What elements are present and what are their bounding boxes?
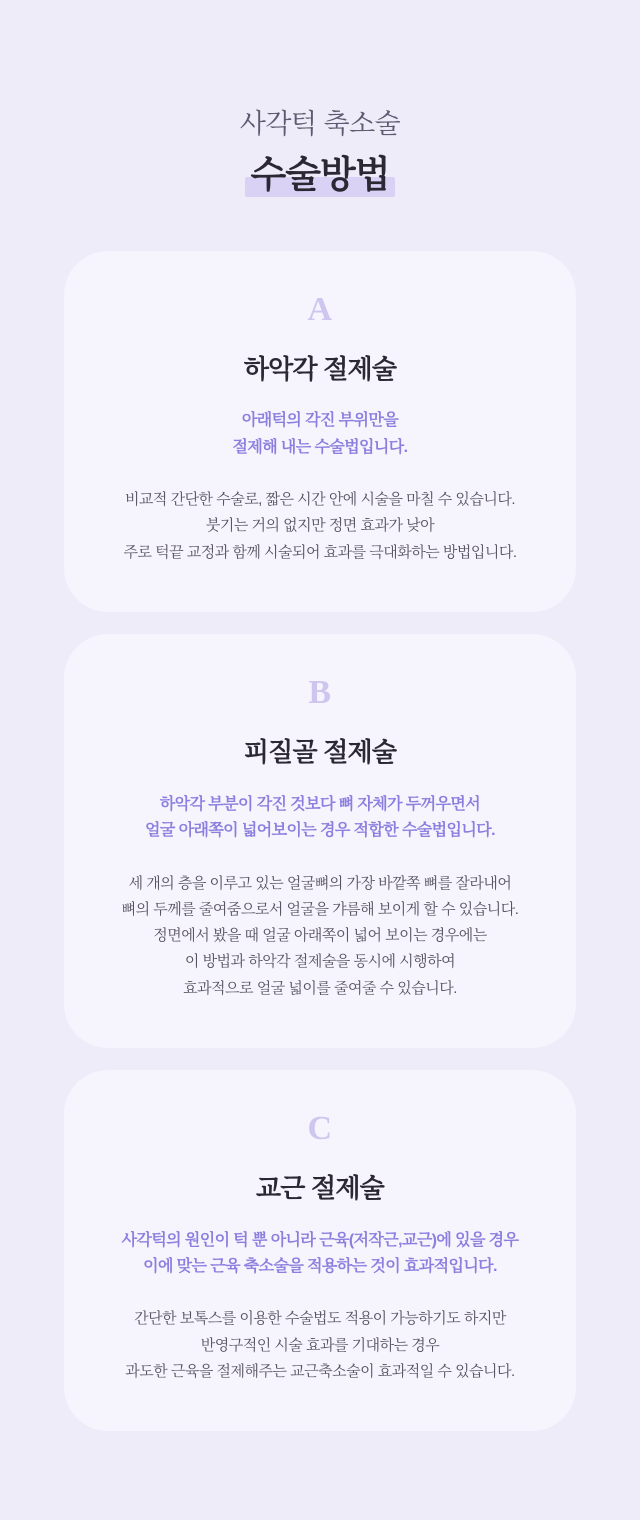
card-lead xyxy=(94,408,546,461)
card-lead xyxy=(94,1228,546,1281)
card-body-line: 세 개의 층을 이루고 있는 얼굴뼈의 가장 바깥쪽 뼈를 잘라내어 xyxy=(128,874,512,892)
card-title: 교근 절제술 xyxy=(255,1172,384,1203)
card-lead-line: 사각턱의 원인이 턱 뿐 아니라 근육(저작근,교근)에 있을 경우 xyxy=(121,1231,519,1249)
card-letter: B xyxy=(308,673,332,711)
card-lead xyxy=(94,792,546,845)
page-subtitle: 사각턱 축소술 xyxy=(239,109,401,139)
card-lead-line: 이에 맞는 근육 축소술을 적용하는 것이 효과적입니다. xyxy=(143,1257,497,1275)
card-body-line: 붓기는 거의 없지만 정면 효과가 낮아 xyxy=(205,517,435,535)
page-header xyxy=(0,0,640,199)
method-card-list xyxy=(0,251,640,1491)
method-card-a xyxy=(64,251,576,612)
card-letter: C xyxy=(307,1109,333,1147)
card-lead-line: 아래턱의 각진 부위만을 xyxy=(241,412,399,430)
card-body xyxy=(94,487,546,566)
card-body-line: 비교적 간단한 수술로, 짧은 시간 안에 시술을 마칠 수 있습니다. xyxy=(124,491,516,509)
card-letter: A xyxy=(307,290,333,328)
card-body xyxy=(94,871,546,1002)
card-body-line: 주로 턱끝 교정과 함께 시술되어 효과를 극대화하는 방법입니다. xyxy=(123,543,517,561)
card-lead-line: 얼굴 아래쪽이 넓어보이는 경우 적합한 수술법입니다. xyxy=(145,822,495,840)
method-card-b xyxy=(64,634,576,1048)
method-card-c xyxy=(64,1070,576,1431)
card-body xyxy=(94,1306,546,1385)
page-title-wrap xyxy=(0,152,640,198)
card-body-line: 효과적으로 얼굴 넓이를 줄여줄 수 있습니다. xyxy=(183,979,457,997)
card-title: 하악각 절제술 xyxy=(243,353,397,384)
card-body-line: 과도한 근육을 절제해주는 교근축소술이 효과적일 수 있습니다. xyxy=(125,1362,515,1380)
card-body-line: 반영구적인 시술 효과를 기대하는 경우 xyxy=(200,1336,440,1354)
card-lead-line: 절제해 내는 수술법입니다. xyxy=(232,438,408,456)
page-title xyxy=(245,152,396,198)
page-title-text: 수술방법 xyxy=(250,154,390,196)
card-body-line: 뼈의 두께를 줄여줌으로서 얼굴을 갸름해 보이게 할 수 있습니다. xyxy=(121,900,519,918)
card-body-line: 정면에서 봤을 때 얼굴 아래쪽이 넓어 보이는 경우에는 xyxy=(153,927,487,945)
card-body-line: 이 방법과 하악각 절제술을 동시에 시행하여 xyxy=(184,953,456,971)
card-body-line: 간단한 보톡스를 이용한 수술법도 적용이 가능하기도 하지만 xyxy=(134,1310,506,1328)
card-lead-line: 하악각 부분이 각진 것보다 뼈 자체가 두꺼우면서 xyxy=(159,795,481,813)
card-title: 피질골 절제술 xyxy=(243,736,397,767)
